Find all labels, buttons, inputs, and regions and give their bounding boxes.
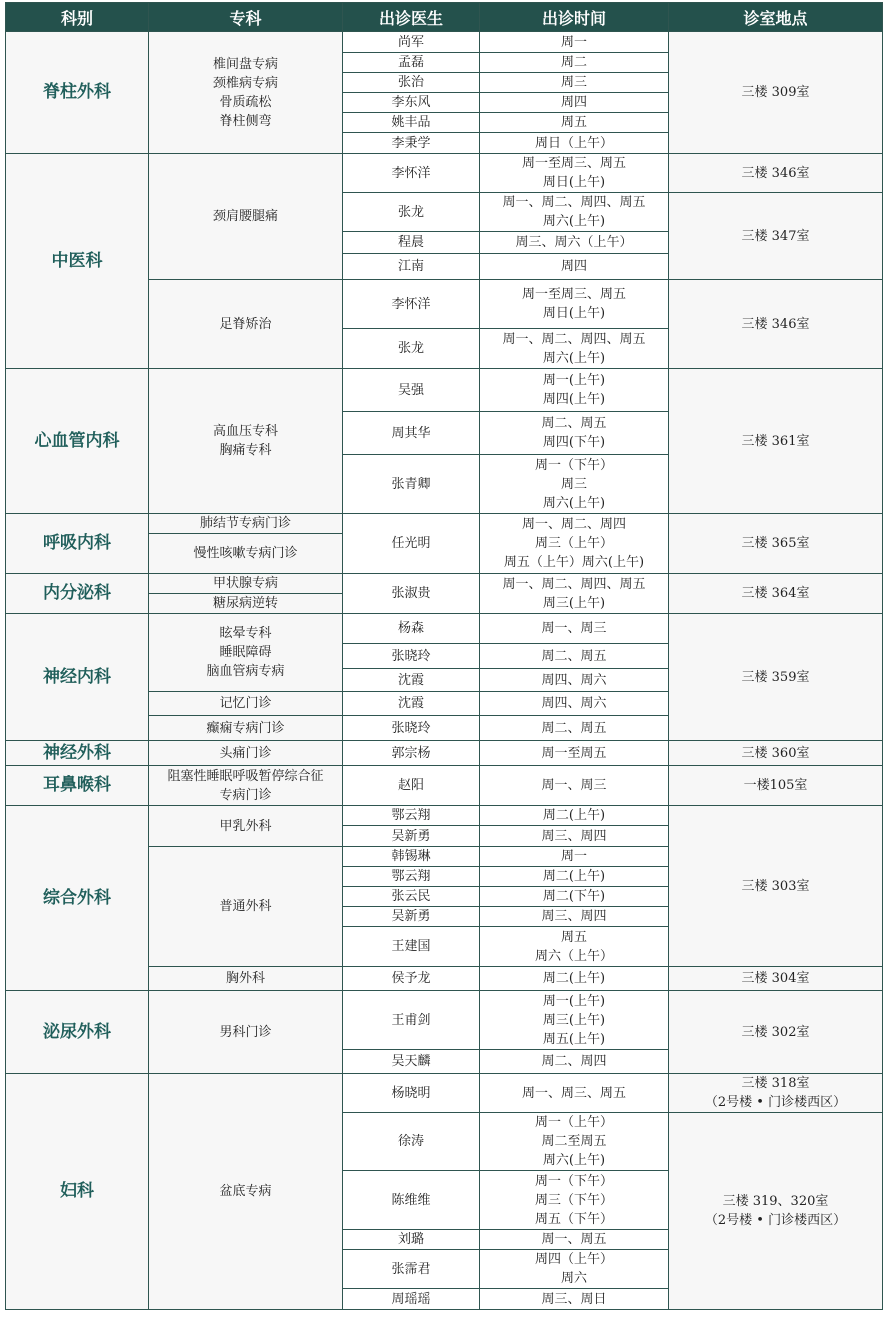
time-cell [480, 867, 669, 887]
cell-text-line: 程晨 [397, 235, 424, 250]
doctor-cell [343, 113, 480, 133]
cell-text-line: 沈霞 [397, 696, 424, 711]
doctor-cell [343, 455, 480, 514]
cell-text-line: 周五(上午) [542, 1031, 606, 1047]
cell-text-line: 周日(上午) [542, 175, 606, 190]
doctor-cell [343, 574, 480, 614]
cell-text-line: 姚丰品 [391, 115, 431, 130]
time-cell [480, 154, 669, 193]
doctor-cell [343, 847, 480, 867]
specialty-cell [149, 991, 343, 1074]
doctor-cell [343, 614, 480, 644]
cell-text-line: 周一(上午) [542, 373, 606, 388]
cell-text-line: 周二(上午) [542, 869, 606, 884]
time-cell [480, 1113, 669, 1171]
cell-text-line: 周三（下午） [534, 1192, 613, 1208]
location-cell [669, 369, 883, 514]
cell-text-line: 张青卿 [391, 476, 431, 492]
time-cell [480, 1230, 669, 1250]
cell-text-line: 张晓玲 [391, 648, 431, 664]
location-cell [669, 574, 883, 614]
cell-text-line: 周三(上午) [542, 1012, 606, 1028]
table-row [6, 154, 883, 193]
cell-text-line: 张治 [397, 75, 424, 90]
cell-text-line: 呼吸内科 [43, 533, 111, 553]
doctor-cell [343, 887, 480, 907]
cell-text-line: 徐涛 [397, 1134, 424, 1149]
doctor-cell [343, 53, 480, 73]
specialty-cell [149, 1074, 343, 1310]
time-cell [480, 254, 669, 280]
cell-text-line: 高血压专科 [212, 424, 278, 439]
time-cell [480, 847, 669, 867]
cell-text-line: 周三 [560, 476, 587, 492]
cell-text-line: 周一 [560, 34, 587, 50]
cell-text-line: 周六 [560, 1271, 587, 1286]
doctor-cell [343, 1050, 480, 1074]
time-cell [480, 369, 669, 412]
department-cell [6, 741, 149, 766]
department-cell [6, 614, 149, 741]
doctor-cell [343, 133, 480, 154]
cell-text-line: 周六(上午) [542, 495, 606, 511]
department-cell [6, 806, 149, 991]
location-cell [669, 1074, 883, 1113]
cell-text-line: 吴新勇 [391, 828, 431, 844]
doctor-cell [343, 644, 480, 669]
cell-text-line: 三楼 365室 [741, 536, 810, 551]
cell-text-line: 内分泌科 [43, 583, 111, 603]
table-row [6, 741, 883, 766]
clinic-schedule-table [5, 2, 883, 1310]
time-cell [480, 329, 669, 369]
specialty-cell [149, 514, 343, 534]
doctor-cell [343, 412, 480, 455]
cell-text-line: 吴强 [397, 382, 424, 398]
cell-text-line: 头痛门诊 [219, 745, 272, 761]
cell-text-line: 三楼 364室 [741, 586, 810, 601]
time-cell [480, 907, 669, 927]
cell-text-line: 王建国 [391, 939, 431, 954]
cell-text-line: 周三、周日 [541, 1291, 607, 1307]
doctor-cell [343, 669, 480, 692]
cell-text-line: 周一、周三 [541, 621, 607, 636]
time-cell [480, 73, 669, 93]
cell-text-line: 周一、周二、周四 [521, 517, 626, 532]
cell-text-line: 周三（上午） [534, 536, 613, 551]
time-cell [480, 1250, 669, 1289]
specialty-cell [149, 280, 343, 369]
table-row [6, 514, 883, 534]
cell-text-line: 吴天麟 [391, 1054, 431, 1069]
specialty-cell [149, 32, 343, 154]
cell-text-line: 神经内科 [43, 666, 111, 687]
time-cell [480, 766, 669, 806]
department-cell [6, 1074, 149, 1310]
location-cell [669, 1113, 883, 1310]
cell-text-line: 三楼 319、320室 [722, 1194, 829, 1209]
cell-text-line: 周二至周五 [541, 1134, 607, 1149]
doctor-cell [343, 692, 480, 716]
cell-text-line: 盆底专病 [219, 1184, 272, 1199]
time-cell [480, 1171, 669, 1230]
location-cell [669, 614, 883, 741]
location-cell [669, 193, 883, 280]
doctor-cell [343, 232, 480, 254]
cell-text-line: 吴新勇 [391, 909, 431, 924]
cell-text-line: 周四、周六 [541, 672, 607, 688]
cell-text-line: 郭宗杨 [391, 745, 431, 761]
doctor-cell [343, 1289, 480, 1310]
doctor-cell [343, 1113, 480, 1171]
time-cell [480, 826, 669, 847]
cell-text-line: 周六(上午) [542, 214, 606, 229]
cell-text-line: 李怀洋 [391, 296, 431, 312]
location-cell [669, 154, 883, 193]
time-cell [480, 412, 669, 455]
header-doctor: 出诊医生 [343, 3, 480, 32]
cell-text-line: 张云民 [391, 889, 431, 904]
cell-text-line: 周二、周五 [541, 648, 607, 664]
cell-text-line: 张晓玲 [391, 720, 431, 736]
cell-text-line: 李怀洋 [391, 165, 431, 181]
time-cell [480, 716, 669, 741]
doctor-cell [343, 716, 480, 741]
cell-text-line: 鄂云翔 [391, 869, 431, 884]
cell-text-line: 周日（上午） [534, 135, 613, 151]
cell-text-line: 周一、周二、周四、周五 [502, 331, 646, 347]
location-cell [669, 280, 883, 369]
cell-text-line: 神经外科 [43, 742, 111, 763]
location-cell [669, 741, 883, 766]
doctor-cell [343, 927, 480, 967]
cell-text-line: 甲乳外科 [219, 818, 272, 834]
doctor-cell [343, 32, 480, 53]
time-cell [480, 514, 669, 574]
cell-text-line: 记忆门诊 [219, 696, 272, 711]
cell-text-line: 张龙 [397, 341, 424, 356]
cell-text-line: 脊柱外科 [43, 82, 111, 102]
doctor-cell [343, 193, 480, 232]
time-cell [480, 1074, 669, 1113]
cell-text-line: 眩晕专科 [219, 626, 272, 641]
cell-text-line: 周三、周四 [541, 828, 607, 844]
cell-text-line: 周一 [560, 849, 587, 864]
doctor-cell [343, 826, 480, 847]
cell-text-line: 颈肩腰腿痛 [212, 209, 278, 224]
cell-text-line: 颈椎病专病 [212, 75, 278, 91]
department-cell [6, 369, 149, 514]
cell-text-line: 周二(上午) [542, 808, 606, 823]
location-cell [669, 766, 883, 806]
cell-text-line: 周五（下午） [534, 1211, 613, 1227]
cell-text-line: 侯予龙 [391, 971, 431, 986]
doctor-cell [343, 766, 480, 806]
cell-text-line: 周四(上午) [542, 392, 606, 407]
specialty-cell [149, 716, 343, 741]
time-cell [480, 93, 669, 113]
cell-text-line: 男科门诊 [219, 1024, 272, 1040]
cell-text-line: 周一至周三、周五 [521, 156, 626, 171]
cell-text-line: 糖尿病逆转 [212, 596, 278, 611]
doctor-cell [343, 280, 480, 329]
cell-text-line: 三楼 347室 [741, 228, 810, 244]
specialty-cell [149, 534, 343, 574]
department-cell [6, 514, 149, 574]
cell-text-line: 周六(上午) [542, 350, 606, 366]
time-cell [480, 644, 669, 669]
doctor-cell [343, 967, 480, 991]
cell-text-line: 周二(下午) [542, 889, 606, 904]
cell-text-line: 任光明 [391, 536, 431, 551]
cell-text-line: 心血管内科 [34, 430, 120, 451]
header-specialty: 专科 [149, 3, 343, 32]
cell-text-line: 周四 [560, 95, 587, 110]
cell-text-line: 三楼 318室 [741, 1076, 810, 1091]
cell-text-line: 鄂云翔 [391, 808, 431, 823]
table-row [6, 991, 883, 1050]
doctor-cell [343, 329, 480, 369]
cell-text-line: 足脊矫治 [219, 316, 272, 332]
cell-text-line: 刘璐 [397, 1232, 424, 1247]
cell-text-line: 泌尿外科 [43, 1021, 111, 1042]
time-cell [480, 991, 669, 1050]
cell-text-line: 周三、周六（上午） [515, 235, 633, 250]
cell-text-line: 周三 [560, 75, 587, 90]
cell-text-line: 周一、周三、周五 [521, 1085, 626, 1101]
doctor-cell [343, 254, 480, 280]
cell-text-line: 周瑶瑶 [391, 1291, 431, 1307]
location-cell [669, 514, 883, 574]
cell-text-line: 周二 [560, 55, 587, 70]
cell-text-line: 中医科 [51, 250, 103, 271]
cell-text-line: 三楼 346室 [741, 316, 810, 332]
cell-text-line: 三楼 309室 [741, 85, 810, 100]
cell-text-line: 甲状腺专病 [212, 576, 278, 591]
cell-text-line: 周一（下午） [534, 457, 613, 473]
cell-text-line: 妇科 [60, 1181, 94, 1201]
cell-text-line: 周四（上午） [534, 1252, 613, 1267]
time-cell [480, 193, 669, 232]
time-cell [480, 574, 669, 614]
cell-text-line: 周一（上午） [534, 1115, 613, 1130]
cell-text-line: 周一、周三 [541, 778, 607, 793]
table-row [6, 32, 883, 53]
cell-text-line: 癫痫专病门诊 [206, 720, 285, 736]
cell-text-line: 胸外科 [225, 971, 265, 986]
cell-text-line: 综合外科 [43, 887, 111, 908]
cell-text-line: 周三、周四 [541, 909, 607, 924]
cell-text-line: 周四、周六 [541, 696, 607, 711]
cell-text-line: 骨质疏松 [219, 94, 272, 110]
cell-text-line: 三楼 303室 [741, 878, 810, 894]
cell-text-line: 周一（下午） [534, 1173, 613, 1189]
cell-text-line: 周六（上午） [534, 948, 613, 964]
cell-text-line: 尚军 [397, 34, 424, 50]
cell-text-line: 周一至周三、周五 [521, 287, 626, 302]
doctor-cell [343, 1074, 480, 1113]
cell-text-line: 周一(上午) [542, 993, 606, 1009]
time-cell [480, 692, 669, 716]
cell-text-line: 周二(上午) [542, 971, 606, 986]
cell-text-line: 江南 [397, 259, 424, 274]
cell-text-line: 专病门诊 [219, 787, 272, 803]
specialty-cell [149, 574, 343, 594]
cell-text-line: 周一、周五 [541, 1232, 607, 1247]
specialty-cell [149, 806, 343, 847]
time-cell [480, 1050, 669, 1074]
specialty-cell [149, 766, 343, 806]
cell-text-line: 周五 [560, 115, 587, 130]
cell-text-line: 周一至周五 [541, 745, 607, 761]
specialty-cell [149, 692, 343, 716]
time-cell [480, 741, 669, 766]
cell-text-line: 三楼 302室 [741, 1024, 810, 1040]
time-cell [480, 53, 669, 73]
cell-text-line: 李秉学 [391, 135, 431, 151]
cell-text-line: 张霈君 [391, 1261, 431, 1277]
cell-text-line: 三楼 346室 [741, 165, 810, 181]
table-row [6, 369, 883, 412]
department-cell [6, 766, 149, 806]
location-cell [669, 806, 883, 967]
time-cell [480, 133, 669, 154]
cell-text-line: 韩锡琳 [391, 849, 431, 864]
time-cell [480, 1289, 669, 1310]
table-row [6, 806, 883, 826]
specialty-cell [149, 967, 343, 991]
cell-text-line: 阻塞性睡眠呼吸暂停综合征 [167, 768, 324, 784]
table-row [6, 574, 883, 594]
cell-text-line: 周四(下午) [542, 435, 606, 450]
cell-text-line: （2号楼 • 门诊楼西区） [704, 1095, 847, 1110]
doctor-cell [343, 991, 480, 1050]
doctor-cell [343, 73, 480, 93]
cell-text-line: 胸痛专科 [219, 443, 272, 458]
cell-text-line: 周二、周四 [541, 1054, 607, 1069]
cell-text-line: 周其华 [391, 425, 431, 441]
header-time: 出诊时间 [480, 3, 669, 32]
table-row [6, 766, 883, 806]
cell-text-line: 肺结节专病门诊 [199, 516, 291, 531]
header-location: 诊室地点 [669, 3, 883, 32]
specialty-cell [149, 154, 343, 280]
cell-text-line: 周四 [560, 259, 587, 274]
cell-text-line: 周二、周五 [541, 720, 607, 736]
cell-text-line: 杨晓明 [391, 1085, 431, 1101]
doctor-cell [343, 867, 480, 887]
cell-text-line: 一楼105室 [743, 778, 808, 793]
department-cell [6, 991, 149, 1074]
specialty-cell [149, 741, 343, 766]
cell-text-line: 脊柱侧弯 [219, 113, 272, 129]
doctor-cell [343, 907, 480, 927]
cell-text-line: 周三(上午) [542, 595, 606, 611]
cell-text-line: 脑血管病专病 [206, 664, 285, 679]
specialty-cell [149, 594, 343, 614]
time-cell [480, 806, 669, 826]
cell-text-line: 王甫剑 [391, 1012, 431, 1028]
time-cell [480, 614, 669, 644]
doctor-cell [343, 806, 480, 826]
doctor-cell [343, 93, 480, 113]
table-header-row [6, 3, 883, 32]
time-cell [480, 967, 669, 991]
department-cell [6, 32, 149, 154]
specialty-cell [149, 614, 343, 692]
cell-text-line: 普通外科 [219, 899, 272, 914]
time-cell [480, 887, 669, 907]
location-cell [669, 991, 883, 1074]
department-cell [6, 574, 149, 614]
table-body [6, 32, 883, 1310]
doctor-cell [343, 514, 480, 574]
cell-text-line: （2号楼 • 门诊楼西区） [704, 1213, 847, 1228]
cell-text-line: 周六(上午) [542, 1153, 606, 1168]
header-department: 科别 [6, 3, 149, 32]
specialty-cell [149, 369, 343, 514]
cell-text-line: 三楼 361室 [741, 433, 810, 449]
table-row [6, 1074, 883, 1113]
cell-text-line: 周一、周二、周四、周五 [502, 195, 646, 210]
doctor-cell [343, 154, 480, 193]
doctor-cell [343, 369, 480, 412]
time-cell [480, 232, 669, 254]
cell-text-line: 慢性咳嗽专病门诊 [193, 546, 298, 561]
cell-text-line: 张龙 [397, 204, 424, 220]
doctor-cell [343, 1250, 480, 1289]
cell-text-line: 三楼 304室 [741, 971, 810, 986]
time-cell [480, 280, 669, 329]
time-cell [480, 927, 669, 967]
time-cell [480, 32, 669, 53]
time-cell [480, 669, 669, 692]
cell-text-line: 周一、周二、周四、周五 [502, 576, 646, 592]
cell-text-line: 沈霞 [397, 672, 424, 688]
cell-text-line: 周五（上午）周六(上午) [503, 555, 645, 570]
cell-text-line: 张淑贵 [391, 586, 431, 601]
cell-text-line: 耳鼻喉科 [43, 775, 111, 795]
cell-text-line: 孟磊 [397, 55, 424, 70]
cell-text-line: 周日(上午) [542, 306, 606, 321]
doctor-cell [343, 1171, 480, 1230]
cell-text-line: 睡眠障碍 [219, 645, 272, 660]
cell-text-line: 椎间盘专病 [212, 56, 278, 72]
cell-text-line: 杨森 [397, 621, 424, 636]
cell-text-line: 陈维维 [391, 1192, 431, 1208]
doctor-cell [343, 1230, 480, 1250]
cell-text-line: 周二、周五 [541, 416, 607, 431]
cell-text-line: 三楼 359室 [741, 669, 810, 685]
department-cell [6, 154, 149, 369]
specialty-cell [149, 847, 343, 967]
time-cell [480, 455, 669, 514]
doctor-cell [343, 741, 480, 766]
cell-text-line: 周五 [560, 929, 587, 945]
location-cell [669, 967, 883, 991]
cell-text-line: 赵阳 [397, 778, 424, 793]
table-row [6, 614, 883, 644]
location-cell [669, 32, 883, 154]
cell-text-line: 三楼 360室 [741, 745, 810, 761]
time-cell [480, 113, 669, 133]
cell-text-line: 李东风 [391, 95, 431, 110]
